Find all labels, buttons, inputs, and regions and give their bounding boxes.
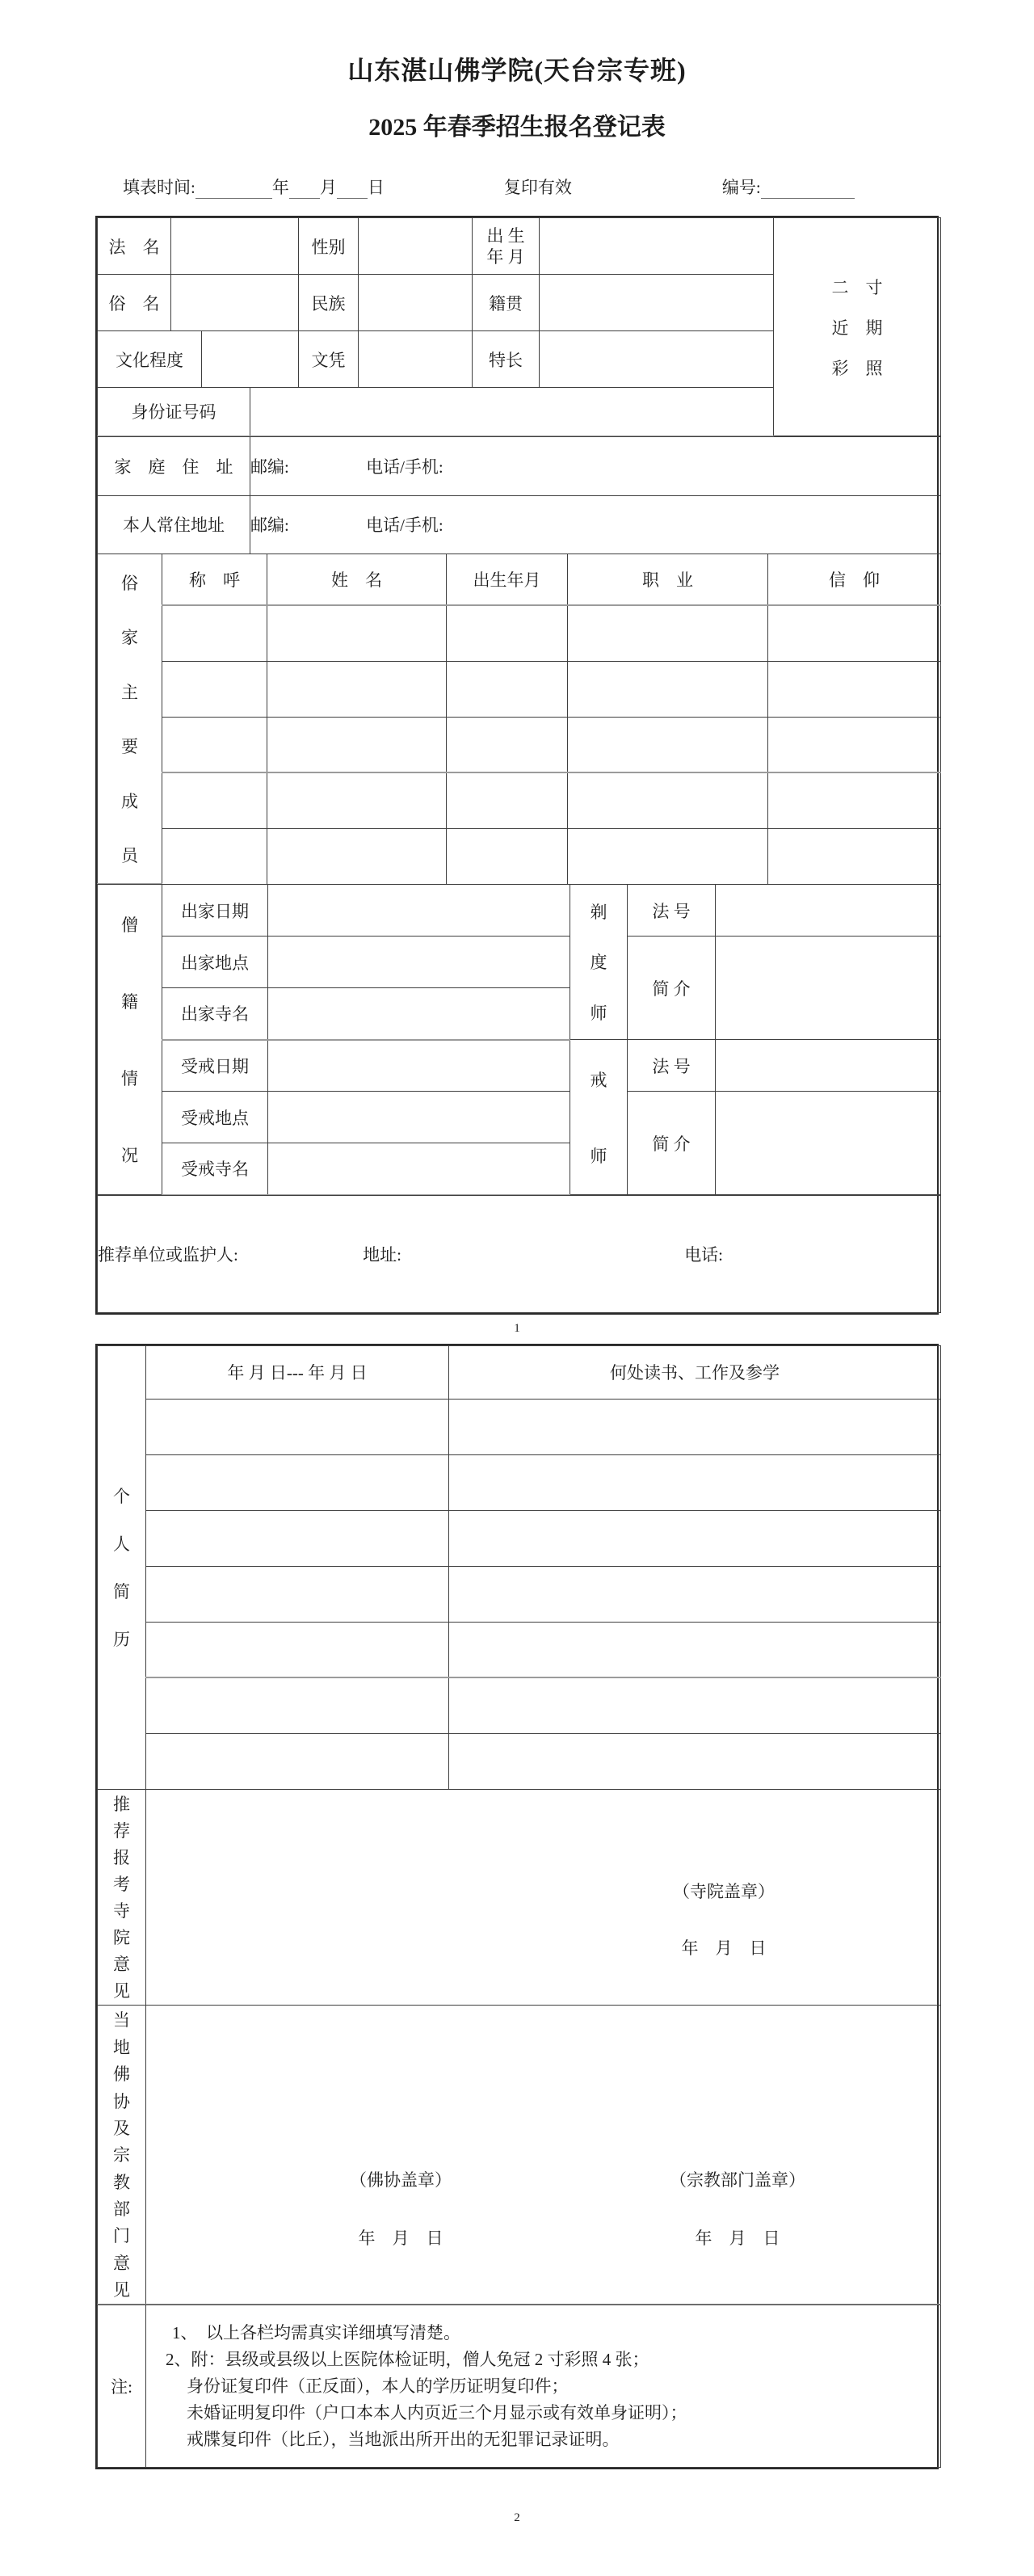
history-side-label: 个 人 简 历 [113, 1487, 130, 1649]
family-side-label: 俗 家 主 要 成 员 [121, 573, 138, 865]
page1-number: 1 [514, 1322, 520, 1335]
religious-dept-date: 年 月 日 [695, 2228, 780, 2248]
diploma-cell [359, 331, 473, 388]
number-blank [761, 181, 855, 199]
precept-master-label [570, 1040, 628, 1195]
month-blank [289, 181, 320, 199]
recommender-table [97, 1195, 941, 1313]
recommender-address-label: 地址: [363, 1244, 401, 1265]
temple-opinion-label [98, 1789, 146, 2005]
association-seal-note: （佛协盖章） [350, 2170, 452, 2190]
education-label: 文化程度 [98, 331, 202, 388]
family-members-table [97, 554, 941, 886]
id-number-cell [250, 388, 774, 436]
precept-temple-label: 受戒寺名 [162, 1143, 268, 1195]
history-date-cell [146, 1677, 449, 1733]
monastic-section-label [98, 885, 162, 1195]
history-date-header: 年 月 日--- 年 月 日 [146, 1345, 449, 1399]
precept-date-cell [268, 1040, 570, 1092]
id-number-label: 身份证号码 [98, 388, 250, 436]
note-line: 2、附：县级或县级以上医院体检证明，僧人免冠 2 寸彩照 4 张； [166, 2349, 649, 2369]
religious-dept-seal-note: （宗教部门盖章） [670, 2170, 805, 2190]
note-line: 未婚证明复印件（户口本本人内页近三个月显示或有效单身证明）； [187, 2402, 687, 2422]
family-faith-cell [768, 772, 941, 828]
meta-line [95, 176, 939, 199]
secular-name-label: 俗 名 [98, 275, 171, 331]
precept-dharma-title-cell [716, 1040, 941, 1092]
authority-opinion-cell [146, 2005, 941, 2305]
family-relation-cell [162, 717, 267, 772]
copy-valid-label: 复印有效 [503, 178, 572, 197]
history-place-cell [449, 1622, 941, 1677]
address-table [97, 436, 941, 554]
tonsure-dharma-title-cell [716, 885, 941, 937]
residence-postal-label: 邮编: [250, 516, 289, 535]
photo-note: 二 寸 近 期 彩 照 [831, 277, 883, 378]
history-place-cell [449, 1399, 941, 1454]
family-birth-cell [447, 772, 568, 828]
history-section-label [98, 1345, 146, 1789]
ordination-place-cell [268, 937, 570, 988]
precept-place-label: 受戒地点 [162, 1092, 268, 1143]
recommender-phone-label: 电话: [684, 1244, 724, 1265]
family-name-cell [267, 661, 447, 717]
precept-intro-label: 简 介 [628, 1092, 716, 1195]
notes-body [146, 2305, 941, 2468]
precept-dharma-title-label: 法 号 [628, 1040, 716, 1092]
native-place-label: 籍贯 [473, 275, 540, 331]
temple-opinion-side-label: 推 荐 报 考 寺 院 意 见 [113, 1795, 130, 2001]
month-label: 月 [319, 178, 337, 197]
ordination-date-label: 出家日期 [162, 885, 268, 937]
family-occupation-cell [568, 605, 768, 661]
temple-opinion-cell [146, 1789, 941, 2005]
family-name-cell [267, 605, 447, 661]
basic-info-table [97, 217, 941, 437]
history-row [98, 1510, 941, 1566]
family-birth-cell [447, 661, 568, 717]
history-date-cell [146, 1566, 449, 1622]
recommender-label: 推荐单位或监护人: [98, 1244, 238, 1265]
history-place-cell [449, 1677, 941, 1733]
history-date-cell [146, 1733, 449, 1789]
tonsure-master-label [570, 885, 628, 1040]
tonsure-master-vertical: 剃 度 师 [590, 902, 607, 1024]
year-label: 年 [271, 178, 289, 197]
education-cell [202, 331, 299, 388]
gender-cell [359, 218, 473, 275]
monastic-status-table [97, 884, 941, 1196]
history-date-cell [146, 1399, 449, 1454]
history-place-cell [449, 1454, 941, 1510]
form-title: 山东湛山佛学院(天台宗专班) [347, 56, 687, 85]
birth-date-cell [540, 218, 774, 275]
notes-label: 注: [98, 2305, 146, 2468]
history-date-cell [146, 1622, 449, 1677]
family-header-faith: 信 仰 [768, 554, 941, 605]
precept-date-label: 受戒日期 [162, 1040, 268, 1092]
notes-table [97, 2305, 941, 2468]
ordination-temple-cell [268, 988, 570, 1040]
precept-temple-cell [268, 1143, 570, 1195]
temple-opinion-table [97, 1789, 941, 2006]
home-postal-label: 邮编: [250, 457, 289, 477]
gender-label: 性别 [299, 218, 359, 275]
temple-opinion-date: 年 月 日 [681, 1938, 767, 1958]
history-row [98, 1622, 941, 1677]
history-place-cell [449, 1510, 941, 1566]
family-row [98, 828, 941, 884]
residence-address-label: 本人常住地址 [98, 495, 250, 554]
residence-address-cell [250, 495, 941, 554]
ordination-place-label: 出家地点 [162, 937, 268, 988]
association-date: 年 月 日 [358, 2228, 443, 2248]
family-relation-cell [162, 772, 267, 828]
form-subtitle: 2025 年春季招生报名登记表 [368, 114, 666, 141]
family-birth-cell [447, 828, 568, 884]
note-line: 1、 以上各栏均需真实详细填写清楚。 [172, 2322, 460, 2342]
family-header-name: 姓 名 [267, 554, 447, 605]
history-place-cell [449, 1733, 941, 1789]
family-faith-cell [768, 661, 941, 717]
secular-name-cell [171, 275, 299, 331]
ethnicity-cell [359, 275, 473, 331]
history-row [98, 1399, 941, 1454]
family-faith-cell [768, 605, 941, 661]
family-header-occupation: 职 业 [568, 554, 768, 605]
family-name-cell [267, 772, 447, 828]
monastic-side-label: 僧 籍 情 况 [121, 915, 138, 1165]
day-label: 日 [367, 178, 385, 197]
family-relation-cell [162, 605, 267, 661]
family-row [98, 661, 941, 717]
family-row [98, 717, 941, 772]
family-occupation-cell [568, 828, 768, 884]
precept-master-vertical: 戒 师 [590, 1070, 607, 1166]
precept-intro-cell [716, 1092, 941, 1195]
page1-sheet [95, 216, 939, 1315]
family-faith-cell [768, 717, 941, 772]
history-date-cell [146, 1510, 449, 1566]
family-occupation-cell [568, 661, 768, 717]
family-row [98, 605, 941, 661]
authority-opinion-label [98, 2005, 146, 2305]
specialty-label: 特长 [473, 331, 540, 388]
diploma-label: 文凭 [299, 331, 359, 388]
home-phone-label: 电话/手机: [366, 457, 443, 477]
history-date-cell [146, 1454, 449, 1510]
history-row [98, 1677, 941, 1733]
tonsure-intro-cell [716, 937, 941, 1040]
tonsure-intro-label: 简 介 [628, 937, 716, 1040]
fill-time-blank [195, 181, 272, 199]
day-blank [337, 181, 368, 199]
birth-date-label: 出 生 年 月 [473, 218, 540, 275]
ordination-temple-label: 出家寺名 [162, 988, 268, 1040]
tonsure-dharma-title-label: 法 号 [628, 885, 716, 937]
family-occupation-cell [568, 717, 768, 772]
history-row [98, 1454, 941, 1510]
family-faith-cell [768, 828, 941, 884]
dharma-name-label: 法 名 [98, 218, 171, 275]
page2-number: 2 [514, 2511, 520, 2524]
personal-history-table [97, 1345, 941, 1790]
note-line: 戒牒复印件（比丘），当地派出所开出的无犯罪记录证明。 [187, 2429, 620, 2449]
number-label: 编号: [721, 178, 761, 197]
note-line: 身份证复印件（正反面），本人的学历证明复印件； [187, 2376, 569, 2396]
history-place-cell [449, 1566, 941, 1622]
specialty-cell [540, 331, 774, 388]
family-relation-cell [162, 661, 267, 717]
history-place-header: 何处读书、工作及参学 [449, 1345, 941, 1399]
family-name-cell [267, 828, 447, 884]
native-place-cell [540, 275, 774, 331]
home-address-cell [250, 436, 941, 495]
family-header-birth: 出生年月 [447, 554, 568, 605]
ethnicity-label: 民族 [299, 275, 359, 331]
dharma-name-cell [171, 218, 299, 275]
family-name-cell [267, 717, 447, 772]
residence-phone-label: 电话/手机: [366, 516, 443, 535]
recommender-row [98, 1195, 941, 1312]
fill-time-label: 填表时间: [123, 178, 195, 197]
authority-opinion-table [97, 2005, 941, 2306]
history-row [98, 1566, 941, 1622]
family-header-relation: 称 呼 [162, 554, 267, 605]
authority-opinion-side-label: 当 地 佛 协 及 宗 教 部 门 意 见 [113, 2010, 130, 2300]
family-birth-cell [447, 717, 568, 772]
page2-sheet [95, 1344, 939, 2470]
temple-seal-note: （寺院盖章） [673, 1881, 775, 1901]
home-address-label: 家 庭 住 址 [98, 436, 250, 495]
photo-area [774, 218, 941, 436]
family-occupation-cell [568, 772, 768, 828]
family-section-label [98, 554, 162, 884]
history-row [98, 1733, 941, 1789]
family-birth-cell [447, 605, 568, 661]
precept-place-cell [268, 1092, 570, 1143]
family-row [98, 772, 941, 828]
ordination-date-cell [268, 885, 570, 937]
family-relation-cell [162, 828, 267, 884]
